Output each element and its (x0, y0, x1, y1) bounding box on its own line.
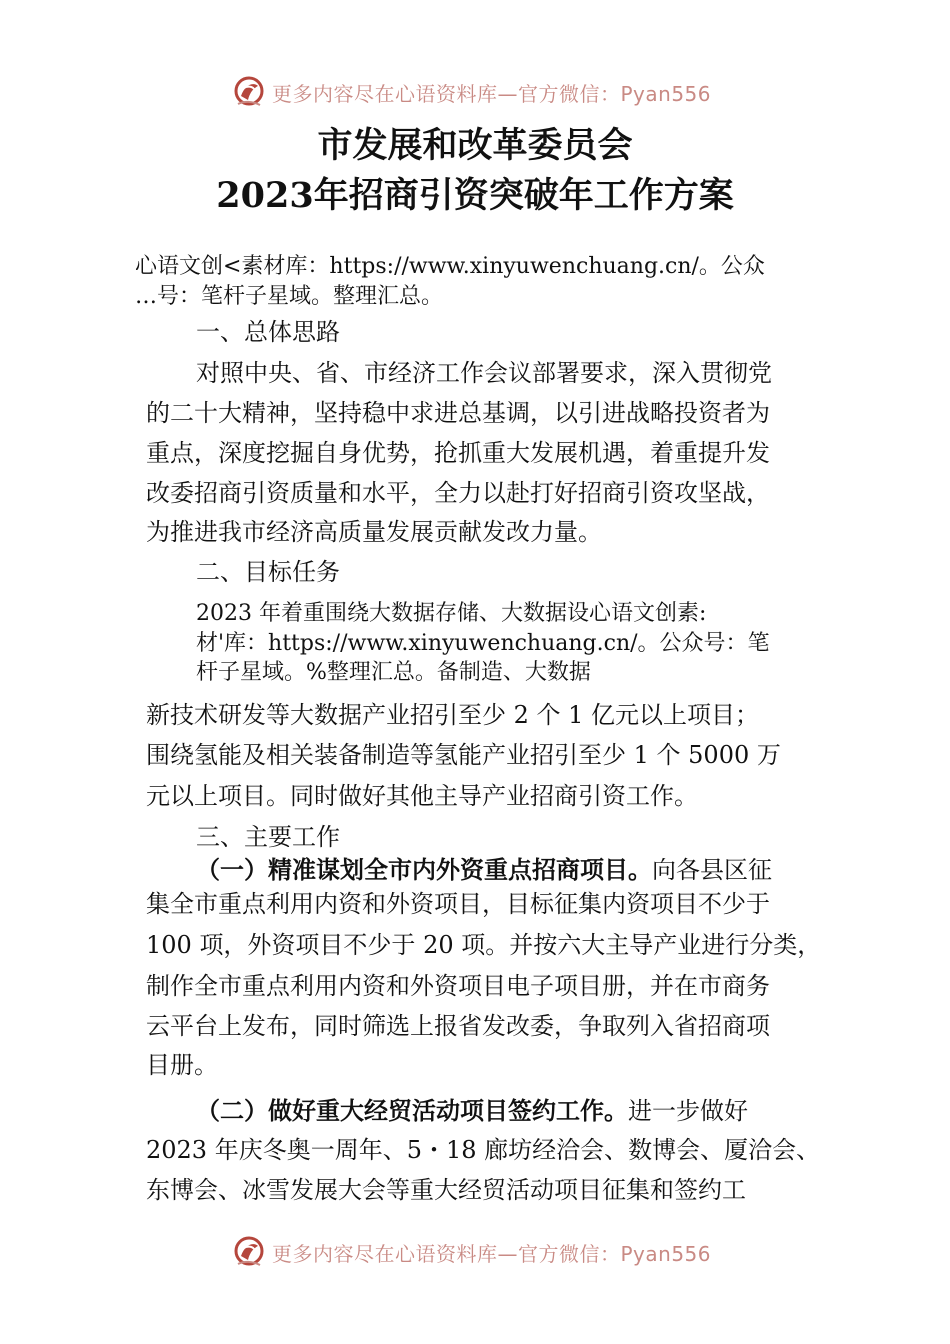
source-meta-line1: 心语文创<素材库：https://www.xinyuwenchuang.cn/。公众 (135, 254, 765, 279)
watermark-text: 更多内容尽在心语资料库—官方微信：Pyan556 (272, 1241, 712, 1266)
source-meta-inline: 杆子星域。%整理汇总。备制造、大数据 (196, 660, 591, 685)
watermark-text: 更多内容尽在心语资料库—官方微信：Pyan556 (272, 81, 712, 106)
item1-bold-title: （一）精准谋划全市内外资重点招商项目。 (196, 856, 652, 884)
item2-bold-title: （二）做好重大经贸活动项目签约工作。 (196, 1097, 628, 1125)
paragraph-line: 云平台上发布，同时筛选上报省发改委，争取列入省招商项 (146, 1012, 770, 1040)
paragraph-line: 目册。 (146, 1051, 218, 1079)
paragraph-line: 重点，深度挖掘自身优势，抢抓重大发展机遇，着重提升发 (146, 439, 770, 467)
item1-first-line (196, 858, 772, 882)
section3-heading: 三、主要工作 (196, 823, 340, 851)
item2-first-line (196, 1099, 748, 1123)
paragraph-line: 元以上项目。同时做好其他主导产业招商引资工作。 (146, 782, 698, 810)
section2-heading: 二、目标任务 (196, 558, 340, 586)
item2-first-rest: 进一步做好 (628, 1097, 748, 1125)
paragraph-line: 新技术研发等大数据产业招引至少 2 个 1 亿元以上项目； (146, 701, 760, 729)
paragraph-line: 对照中央、省、市经济工作会议部署要求，深入贯彻党 (196, 359, 772, 387)
source-meta-inline: 2023 年着重围绕大数据存储、大数据设心语文创素: (196, 601, 707, 626)
paragraph-line: 东博会、冰雪发展大会等重大经贸活动项目征集和签约工 (146, 1176, 746, 1204)
paragraph-line: 围绕氢能及相关装备制造等氢能产业招引至少 1 个 5000 万 (146, 741, 781, 769)
red-flower-logo-icon (232, 1234, 266, 1270)
paragraph-line: 集全市重点利用内资和外资项目，目标征集内资项目不少于 (146, 890, 770, 918)
watermark-header (232, 72, 711, 112)
paragraph-line: 制作全市重点利用内资和外资项目电子项目册，并在市商务 (146, 972, 770, 1000)
paragraph-line: 2023 年庆冬奥一周年、5・18 廊坊经洽会、数博会、厦洽会、 (146, 1136, 821, 1164)
paragraph-line: 的二十大精神，坚持稳中求进总基调，以引进战略投资者为 (146, 399, 770, 427)
watermark-footer (232, 1232, 711, 1272)
document-title-line1: 市发展和改革委员会 (317, 125, 633, 166)
red-flower-logo-icon (232, 74, 266, 110)
document-title-line2: 2023年招商引资突破年工作方案 (216, 175, 734, 216)
item1-first-rest: 向各县区征 (652, 856, 772, 884)
paragraph-line: 100 项，外资项目不少于 20 项。并按六大主导产业进行分类， (146, 931, 822, 959)
source-meta-inline: 材'库：https://www.xinyuwenchuang.cn/。公众号：笔 (196, 631, 770, 656)
source-meta-line2: …号：笔杆子星域。整理汇总。 (135, 284, 444, 309)
paragraph-line: 为推进我市经济高质量发展贡献发改力量。 (146, 518, 602, 546)
section1-heading: 一、总体思路 (196, 318, 340, 346)
paragraph-line: 改委招商引资质量和水平，全力以赴打好招商引资攻坚战， (146, 479, 770, 507)
